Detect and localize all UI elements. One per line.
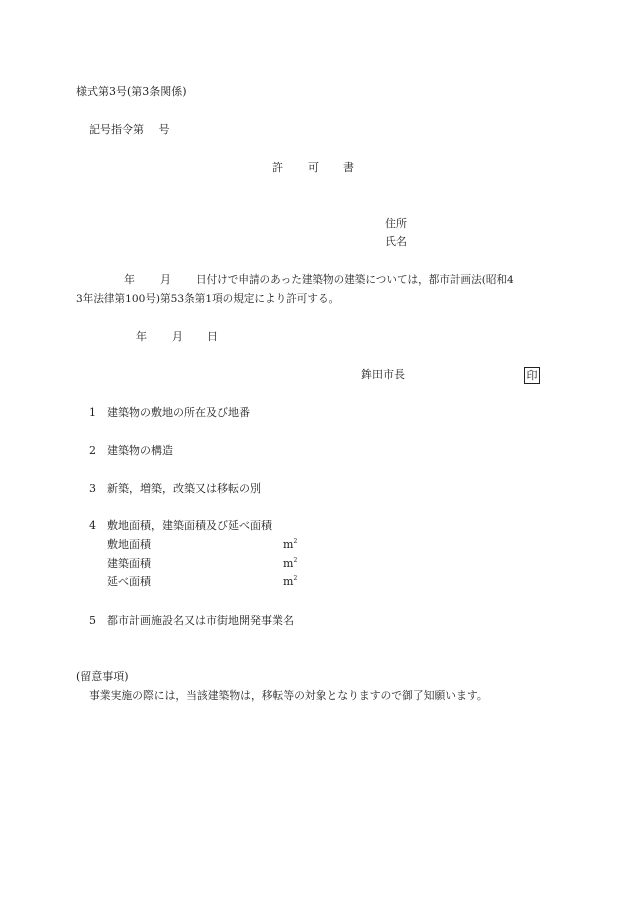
body-year: 年 [124, 273, 135, 286]
title-char-1: 許 [272, 161, 283, 174]
title-char-3: 書 [343, 161, 354, 174]
issue-month: 月 [172, 330, 183, 343]
notes-text: 事業実施の際には，当該建築物は，移転等の対象となりますので御了知願います。 [89, 689, 488, 702]
item-text: 都市計画施設名又は市街地開発事業名 [107, 614, 294, 627]
area-unit: $m^2$ [283, 538, 298, 551]
address-label: 住所 [385, 217, 407, 230]
notes-heading: (留意事項) [76, 670, 129, 683]
item-number: 1 [89, 406, 96, 419]
area-unit: $m^2$ [283, 557, 298, 570]
area-unit: $m^2$ [283, 575, 298, 588]
body-line-2: 3年法律第100号)第53条第1項の規定により許可する。 [76, 293, 340, 305]
body-line-1: 日付けで申請のあった建築物の建築については，都市計画法(昭和4 [196, 274, 514, 286]
form-header: 様式第3号(第3条関係) [76, 85, 187, 98]
reference-number: 記号指令第 号 [89, 123, 170, 136]
area-label: 敷地面積 [107, 538, 151, 551]
item-text: 敷地面積，建築面積及び延べ面積 [107, 519, 272, 532]
item-number: 3 [89, 482, 96, 495]
title-char-2: 可 [308, 161, 319, 174]
item-number: 4 [89, 519, 96, 532]
area-label: 延べ面積 [107, 575, 151, 588]
item-number: 2 [89, 444, 96, 457]
item-text: 建築物の構造 [107, 444, 173, 457]
issue-year: 年 [136, 330, 147, 343]
issue-day: 日 [207, 330, 218, 343]
body-month: 月 [160, 273, 171, 286]
seal-mark: 印 [524, 367, 540, 384]
area-label: 建築面積 [107, 557, 151, 570]
item-text: 新築，増築，改築又は移転の別 [107, 482, 261, 495]
item-number: 5 [89, 614, 96, 627]
name-label: 氏名 [385, 235, 407, 248]
issuer-title: 鉾田市長 [361, 368, 405, 381]
item-text: 建築物の敷地の所在及び地番 [107, 406, 250, 419]
